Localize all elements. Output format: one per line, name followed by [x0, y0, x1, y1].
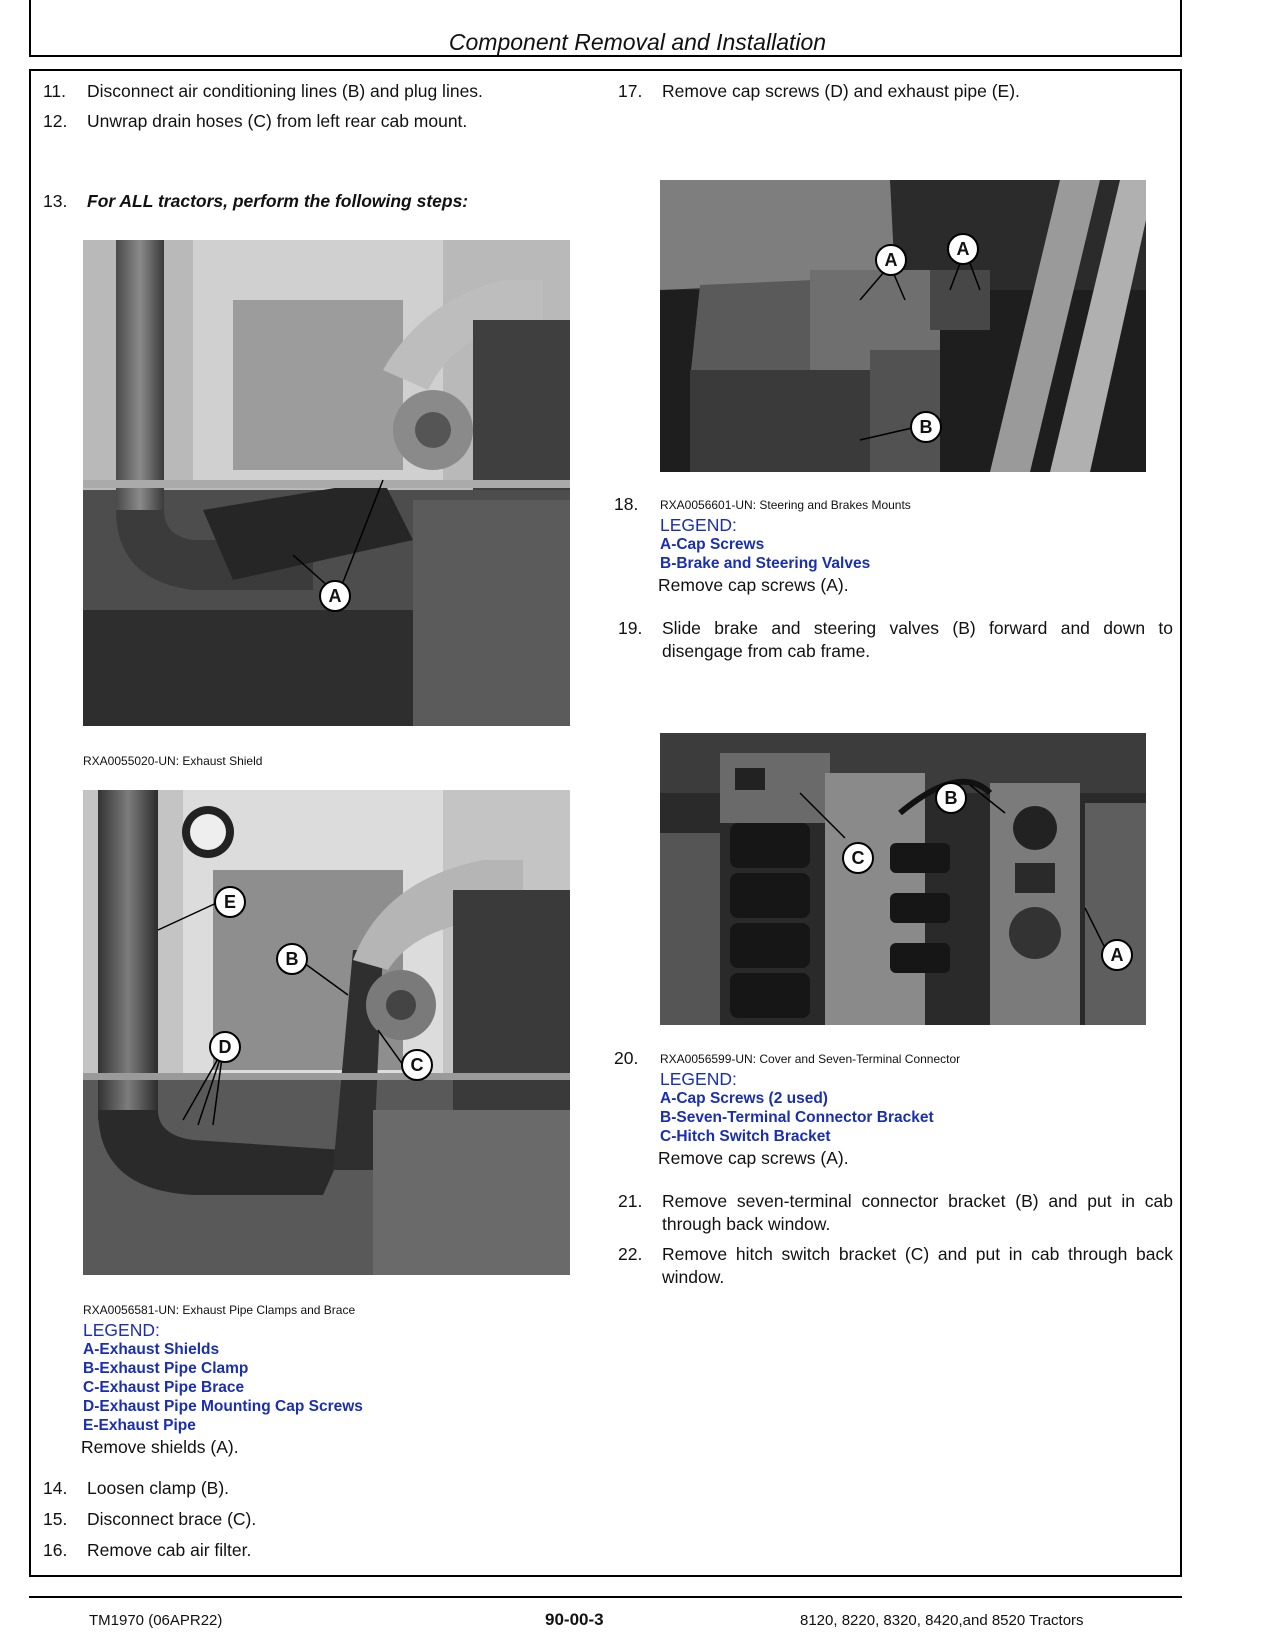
legend-item: B-Seven-Terminal Connector Bracket — [660, 1109, 934, 1126]
callout-a: A — [875, 244, 907, 276]
page-header-title: Component Removal and Installation — [448, 29, 827, 55]
figure-caption: RXA0055020-UN: Exhaust Shield — [83, 754, 263, 768]
legend-title: LEGEND: — [660, 1069, 737, 1089]
step-number: 15. — [43, 1509, 68, 1529]
step-number: 22. — [618, 1244, 643, 1264]
callout-c: C — [842, 842, 874, 874]
step-text: Slide brake and steering valves (B) forward and down to disengage from cab frame. — [662, 618, 1173, 661]
step-number: 16. — [43, 1540, 68, 1560]
step-text: Disconnect brace (C). — [87, 1509, 257, 1529]
step-number: 18. — [614, 494, 639, 514]
legend-item: A-Cap Screws — [660, 536, 765, 553]
callout-a-second: A — [947, 233, 979, 265]
step-number: 13. — [43, 191, 68, 211]
step-text: Remove cab air filter. — [87, 1540, 252, 1560]
footer-model-list: 8120, 8220, 8320, 8420,and 8520 Tractors — [800, 1612, 1084, 1629]
instruction-text: Remove shields (A). — [81, 1437, 239, 1457]
figure-caption: RXA0056601-UN: Steering and Brakes Mounts — [660, 498, 911, 512]
step-text: Disconnect air conditioning lines (B) and plug lines. — [87, 81, 483, 101]
legend-item: C-Exhaust Pipe Brace — [83, 1379, 245, 1396]
callout-b: B — [910, 411, 942, 443]
figure-caption: RXA0056599-UN: Cover and Seven-Terminal Connector — [660, 1052, 961, 1066]
step-number: 14. — [43, 1478, 68, 1498]
step-text: Unwrap drain hoses (C) from left rear cab mount. — [87, 111, 468, 131]
step-text: Loosen clamp (B). — [87, 1478, 230, 1498]
step-number: 12. — [43, 111, 68, 131]
page-number: 90-00-3 — [545, 1610, 604, 1629]
callout-b: B — [935, 782, 967, 814]
step-text: Remove hitch switch bracket (C) and put in cab through back window. — [662, 1244, 1173, 1287]
callout-a: A — [1101, 939, 1133, 971]
figure-caption: RXA0056581-UN: Exhaust Pipe Clamps and Brace — [83, 1303, 356, 1317]
exhaust-shield-photo — [83, 240, 570, 726]
legend-item: B-Brake and Steering Valves — [660, 555, 871, 572]
callout-d: D — [209, 1031, 241, 1063]
footer-doc-id: TM1970 (06APR22) — [89, 1612, 223, 1629]
instruction-text: Remove cap screws (A). — [658, 575, 849, 595]
legend-item: E-Exhaust Pipe — [83, 1417, 196, 1434]
step-number: 20. — [614, 1048, 639, 1068]
callout-c: C — [401, 1049, 433, 1081]
step-number: 11. — [43, 81, 67, 101]
step-number: 19. — [618, 618, 643, 638]
legend-item: D-Exhaust Pipe Mounting Cap Screws — [83, 1398, 363, 1415]
footer-rule — [29, 1596, 1182, 1598]
step-text: Remove seven-terminal connector bracket (B) and put in cab through back window. — [662, 1191, 1173, 1234]
legend-title: LEGEND: — [83, 1320, 160, 1340]
callout-a: A — [319, 580, 351, 612]
legend-item: A-Cap Screws (2 used) — [660, 1090, 828, 1107]
step-number: 21. — [618, 1191, 643, 1211]
callout-e: E — [214, 886, 246, 918]
instruction-text: Remove cap screws (A). — [658, 1148, 849, 1168]
step-text: Remove cap screws (D) and exhaust pipe (E). — [662, 81, 1020, 101]
exhaust-pipe-clamps-photo — [83, 790, 570, 1275]
legend-item: B-Exhaust Pipe Clamp — [83, 1360, 249, 1377]
callout-b: B — [276, 943, 308, 975]
step-text: For ALL tractors, perform the following steps: — [87, 191, 469, 211]
step-number: 17. — [618, 81, 643, 101]
seven-terminal-connector-photo — [660, 733, 1146, 1025]
legend-item: C-Hitch Switch Bracket — [660, 1128, 831, 1145]
legend-item: A-Exhaust Shields — [83, 1341, 220, 1358]
steering-brakes-mounts-photo — [660, 180, 1146, 472]
legend-title: LEGEND: — [660, 515, 737, 535]
